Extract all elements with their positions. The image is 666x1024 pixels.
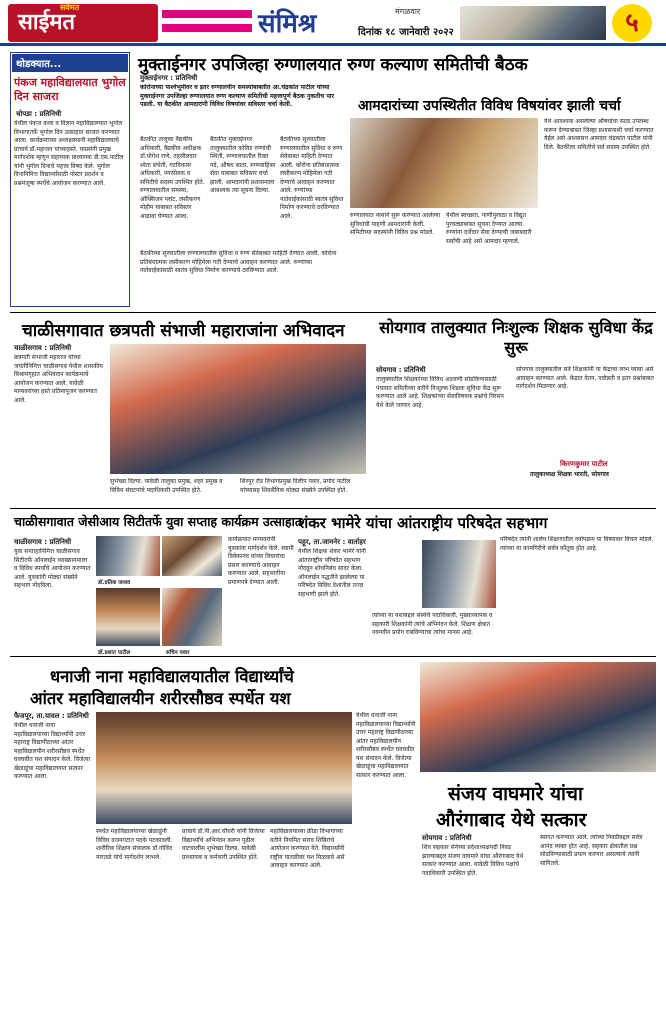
story7-col2: स्पर्धेत महाविद्यालयाच्या खेळाडूंनी विविध वजनगटात पदके पटकावली. शारीरिक शिक्षण संचालक डॉ.गोविंद मारतळे यांचे मार्गदर्शन लाभले. [96,828,173,861]
quote-role: तालुकाध्यक्ष शिक्षक भारती, सोयगाव [530,471,609,478]
story7-col3: प्राचार्य डॉ.पी.आर.चौधरी यांनी विजेत्या विद्यार्थ्यांचे अभिनंदन करून पुढील वाटचालीस शुभेच्छा दिल्या. यावेळी प्राध्यापक व कर्मचारी उपस्थित होते. [182,828,265,861]
story5-col2: कार्यक्रमात मान्यवरांनी युवकांना मार्गदर्शन केले. स्वामी विवेकानंद यांच्या विचारांचा प्रसार करण्याचे आवाहन करण्यात आले. सहभागींना प्रमाणपत्रे देण्यात आली. [228,536,294,586]
story3-headline: चाळीसगावात छत्रपती संभाजी महाराजांना अभिवादन [22,321,345,341]
decor-bar [162,10,252,18]
story7-headline-line2: आंतर महाविद्यालयीन शरीरसौष्ठव स्पर्धेत यश [30,689,291,708]
story6-col1: येथील शिक्षक शंकर भामेरे यांनी आंतरराष्ट्रीय परिषदेत सहभाग नोंदवून शोधनिबंध सादर केला. ऑनलाईन पद्धतीने झालेल्या या परिषदेत विविध देशांतील तज्ज्ञ सहभागी झाले होते. [298,548,366,598]
story7-byline: फैजपूर, ता.यावल : प्रतिनिधी [14,712,89,720]
meeting-photo [350,118,538,208]
story8-byline: सोयगाव : प्रतिनिधी [422,834,472,842]
story1-byline: मुक्ताईनगर : प्रतिनिधी [140,74,198,82]
speaker-caption-3: सचिन पवार [166,650,190,656]
decor-bar [162,24,252,32]
story6-byline: पहूर, ता.जामनेर : वार्ताहर [298,538,366,546]
story8-headline-line1: संजय वाघमारे यांचा [448,783,583,805]
speaker-photo-3 [96,588,160,646]
story2-col3: येथे आवश्यक असलेल्या औषधांचा साठा उपलब्ध करून देण्याबाबत जिल्हा प्रशासनाशी चर्चा करण्यात येईल असे आश्वासन आमदार चंद्रकांत पाटील यांनी दिले. बैठकीला समितीचे सर्व सदस्य उपस्थित होते. [544,118,654,151]
divider [10,656,656,657]
story8-headline-line2: औरंगाबाद येथे सत्कार [436,809,587,831]
story4-headline-1 [376,318,656,358]
section-title: संमिश्र [258,9,317,39]
brief-header: थोडक्यात... [12,54,128,72]
story6-headline: शंकर भामेरे यांचा आंतराष्ट्रीय परिषदेत सहभाग [298,514,548,532]
story1-more: बैठकीच्या सुरुवातीला रुग्णालयातील सुविधा व रुग्ण सेवेबाबत माहिती देण्यात आली. कोरोना प्रतिबंधात्मक लसीकरण मोहिमेला गती देण्याचे आवाहन करण्यात आले. रुग्णांच्या नातेवाईकांसाठी स्वतंत्र सुविधा निर्माण करण्याचे ठरविण्यात आले. [140,250,337,274]
story2-headline: आमदारांच्या उपस्थितीत विविध विषयांवर झाली चर्चा [358,98,621,114]
story6-col3: परिषदेत त्यांनी शालेय शिक्षणातील नवोपक्रम या विषयावर विचार मांडले. त्यांच्या या कामगिरीचे सर्वत्र कौतुक होत आहे. [500,536,654,552]
speaker-photo-1 [96,536,160,576]
brief-title: पंकज महाविद्यालयात भुगोल दिन साजरा [14,76,126,103]
logo-text: साईमत [18,9,76,35]
speaker-caption-2: डॉ.प्रशांत पाटील [98,650,131,656]
story7-col4: महाविद्यालयाच्या क्रीडा विभागाच्या वतीने नियमित सराव शिबिरांचे आयोजन करण्यात येते. विद्यार्थ्यांनी राष्ट्रीय पातळीवर यश मिळवावे असे आवाहन करण्यात आले. [270,828,345,869]
story1-col1: बैठकीत तालुका वैद्यकीय अधिकारी, वैद्यकीय अधीक्षक डॉ.योगेश राणे, तहसीलदार श्वेता संचेती, गटविकास अधिकारी, नगरसेवक व समितीचे सदस्य उपस्थित होते. रुग्णालयातील समस्या, ऑक्सिजन प्लांट, लसीकरण मोहीम याबाबत सविस्तर आढावा घेण्यात आला. [140,136,205,220]
story5-byline: चाळीसगाव : प्रतिनिधी [14,538,72,546]
bodybuilding-photo [96,712,352,824]
divider [10,508,656,509]
story5-col1: युवा सप्ताहानिमित्त चाळीसगाव सिटीतर्फे ऑनलाईन व्याख्यानमाला व विविध स्पर्धांचे आयोजन करण्यात आले. युवकांनी मोठ्या संख्येने सहभाग नोंदविला. [14,548,91,589]
story8-col2: स्वागत करण्यात आले. त्यांच्या निवडीबद्दल सर्वत्र आनंद व्यक्त होत आहे. सहकार क्षेत्रातील प्रश्न सोडविण्यासाठी प्रयत्न करणार असल्याचे त्यांनी सांगितले. [540,834,643,867]
story1-col2: बैठकीत मुक्ताईनगर तालुक्यातील कोविड रुग्णांची स्थिती, रुग्णालयातील रिक्त पदे, औषध साठा, रुग्णवाहिका सेवा याबाबत सविस्तर चर्चा झाली. आमदारांनी प्रशासनाला आवश्यक त्या सूचना दिल्या. [210,136,276,194]
story7-col5: येथील धनाजी नाना महाविद्यालयाच्या विद्यार्थ्यांनी उत्तर महाराष्ट्र विद्यापीठाच्या आंतर महाविद्यालयीन शरीरसौष्ठव स्पर्धेत घवघवीत यश संपादन केले. विजेत्या खेळाडूंचा महाविद्यालयात सत्कार करण्यात आला. [356,712,416,779]
speaker-photo-4 [162,588,222,646]
story7-headline-line1: धनाजी नाना महाविद्यालयातील विद्यार्थ्यांचे [50,667,294,686]
story1-headline: मुक्ताईनगर उपजिल्हा रुग्णालयात रुग्ण कल्याण समितीची बैठक [138,55,528,75]
story3-col1: छत्रपती संभाजी महाराज यांच्या जयंतीनिमित्त चाळीसगाव येथील शासकीय विश्रामगृहात अभिवादन कार्यक्रमाचे आयोजन करण्यात आले. यावेळी मान्यवरांच्या हस्ते प्रतिमापूजन करण्यात आले. [14,354,103,404]
brief-byline: चोपडा : प्रतिनिधी [16,110,62,118]
divider [10,312,656,313]
story4-col2: सोयगाव तालुक्यातील सर्व शिक्षकांनी या केंद्राचा लाभ घ्यावा असे आवाहन करण्यात आले. केंद्रात वेतन, पदोन्नती व इतर प्रश्नांबाबत मार्गदर्शन मिळणार आहे. [516,366,654,390]
story1-col3: बैठकीच्या सुरुवातीला रुग्णालयातील सुविधा व रुग्ण सेवेबाबत माहिती देण्यात आली. कोरोना प्रतिबंधात्मक लसीकरण मोहिमेला गती देण्याचे आवाहन करण्यात आले. रुग्णांच्या नातेवाईकांसाठी स्वतंत्र सुविधा निर्माण करण्याचे ठरविण्यात आले. [280,136,344,220]
speaker-photo-2 [162,536,222,576]
speaker-caption-1: डॉ.प्रतिक जाधव [98,580,131,586]
brief-body: येथील पंकज कला व विज्ञान महाविद्यालयात भुगोल विभागातर्फे भुगोल दिन उत्साहात साजरा करण्यात आला. कार्यक्रमाच्या अध्यक्षस्थानी महाविद्यालयाचे प्राचार्य डॉ.महाजन यांच्याहस्ते. याप्रसंगी प्रमुख मार्गदर्शक म्हणून सहाय्यक प्राध्यापक डी.एस.पाटील यांनी भुगोल दिनाचे महत्त्व विषद केले. भुगोल दिनानिमित्त विद्यार्थ्यांसाठी पोस्टर प्रदर्शन व प्रश्नमंजुषा स्पर्धेचे आयोजन करण्यात आले. [14,120,124,187]
story2-col2: येथील स्वच्छता, पाणीपुरवठा व विद्युत पुरवठ्याबाबत सूचना देण्यात आल्या. रुग्णांना दर्जेदार सेवा देण्याची जबाबदारी सर्वांची आहे असे आमदार म्हणाले. [446,212,532,245]
story3-col3: शिरपूर रोड विभागप्रमुख दिलीप पवार, प्रमोद पाटील यांच्यासह शिवसैनिक मोठ्या संख्येने उपस्थित होते. [240,478,351,494]
date-label: दिनांक १८ जानेवारी २०२२ [358,27,454,38]
quote-name: किरणकुमार पाटील [560,460,608,468]
story6-col2: त्यांच्या या यशाबद्दल संस्थेचे पदाधिकारी, मुख्याध्यापक व सहकारी शिक्षकांनी त्यांचे अभिनंदन केले. शिक्षण क्षेत्रात नवनवीन प्रयोग राबविण्याचा त्यांचा मानस आहे. [372,612,493,636]
felicitation-photo [420,662,656,772]
story1-lead: कोरोनाच्या पार्श्वभूमीवर व इतर रुग्णालयीन समस्यांबाबतीत आ.चंद्रकांत पाटील यांच्या मुक्ताईनगर उपजिल्हा रुग्णालयात रुग्ण कल्याण समितीची महत्त्वपूर्ण बैठक नुकतीच पार पडली. या बैठकीत आमदारांनी विविध विषयांवर सविस्तर चर्चा केली. [140,84,334,108]
story5-headline: चाळीसगावात जेसीआय सिटीतर्फे युवा सप्ताह कार्यक्रम उत्साहात [14,514,303,529]
story3-byline: चाळीसगाव : प्रतिनिधी [14,344,72,352]
story4-col1: तालुक्यातील शिक्षकांच्या विविध अडचणी सोडविण्यासाठी पंचायत समितीच्या वतीने निःशुल्क शिक्षक सुविधा केंद्र सुरू करण्यात आले आहे. शिक्षकांच्या सेवाविषयक प्रश्नांचे निरसन येथे केले जाणार आहे. [376,376,504,409]
logo-tagline: सर्वमत [60,3,80,12]
story4-byline: सोयगाव : प्रतिनिधी [376,366,426,374]
story2-col1: रुग्णालयात नव्याने सुरू करण्यात आलेल्या सुविधांची पाहणी आमदारांनी केली. समितीच्या सदस्यांनी विविध प्रश्न मांडले. [350,212,441,236]
story8-col1: शिव सहकार सेनेच्या प्रदेशाध्यक्षपदी निवड झाल्याबद्दल संजय वाघमारे यांचा औरंगाबाद येथे सत्कार करण्यात आला. यावेळी विविध पक्षांचे पदाधिकारी उपस्थित होते. [422,844,524,877]
portrait-photo [422,540,496,608]
day-label: मंगळवार [395,7,421,16]
tribute-photo [110,344,366,474]
page-number: ५ [612,4,652,42]
story7-col1: येथील धनाजी नाना महाविद्यालयाच्या विद्यार्थ्यांनी उत्तर महाराष्ट्र विद्यापीठाच्या आंतर महाविद्यालयीन शरीरसौष्ठव स्पर्धेत घवघवीत यश संपादन केले. विजेत्या खेळाडूंचा महाविद्यालयात सत्कार करण्यात आला. [14,722,91,780]
story4-headline: सोयगाव तालुक्यात निःशुल्क शिक्षक सुविधा केंद्र सुरू [379,318,653,357]
story3-col2: सुभेच्छा दिल्या. यावेळी तालुका प्रमुख, शहर प्रमुख व विविध संघटनांचे पदाधिकारी उपस्थित होते. [110,478,223,494]
masthead-photo [460,6,606,40]
